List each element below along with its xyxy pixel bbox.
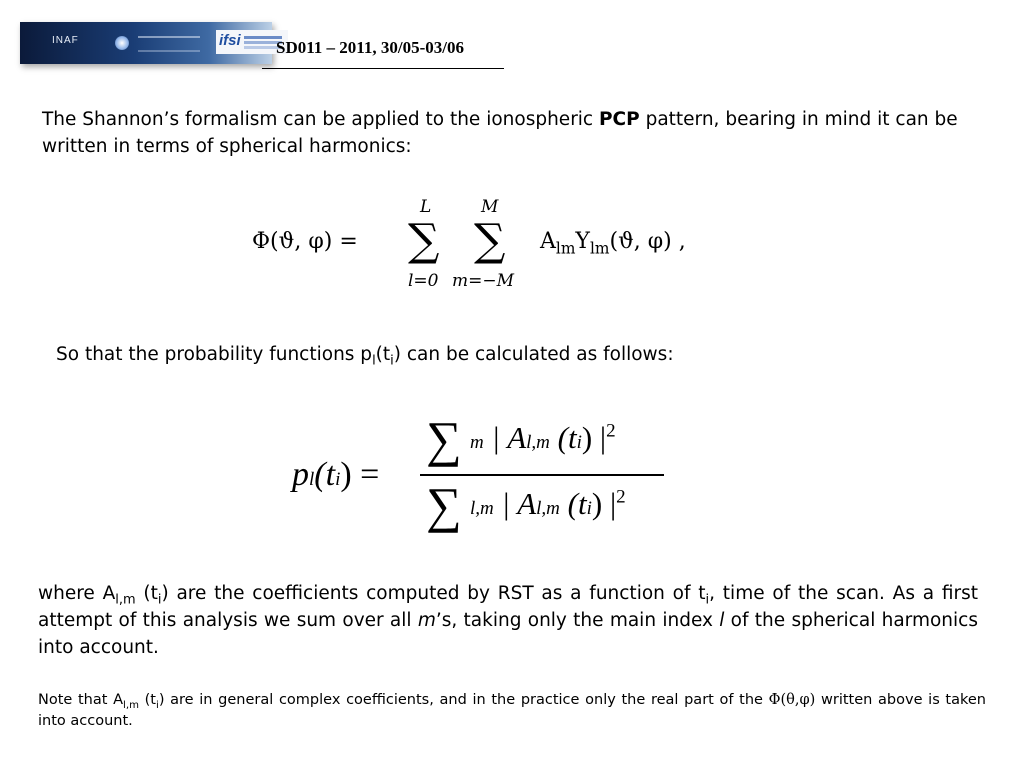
eq2-numerator — [470, 420, 616, 456]
eq1-sum1-lower: l=0 — [408, 271, 439, 291]
eq1-rhs-sub2: lm — [589, 239, 610, 258]
eq2-num-abs-close: ) | — [581, 420, 607, 455]
eq2-den-coef-sub: l,m — [536, 498, 560, 519]
where-sub-1: l,m — [115, 592, 136, 608]
eq2-den-sum-sub: l,m — [470, 498, 494, 519]
prob-text-1: So that the probability functions p — [56, 344, 373, 365]
intro-text-2: pattern, bearing in mind it can be written in terms of spherical harmonics: — [42, 109, 958, 157]
eq2-den-arg: (t — [567, 486, 587, 521]
where-sub-2: i — [157, 592, 162, 608]
eq2-num-sum-sub: m — [470, 432, 484, 453]
eq1-sum1-symbol: ∑ — [408, 215, 440, 266]
prob-text-3: ) can be calculated as follows: — [393, 344, 674, 365]
ifsi-logo-text: ifsi — [219, 32, 241, 49]
where-text-2: (t — [135, 583, 158, 604]
eq2-lhs-p: p — [292, 456, 309, 493]
eq1-rhs-end: (ϑ, φ) , — [609, 229, 686, 254]
equation-probability — [292, 408, 672, 538]
eq2-num-arg: (t — [557, 420, 577, 455]
eq2-denominator-sum-symbol: ∑ — [426, 477, 462, 533]
eq1-sum1-upper: L — [420, 197, 432, 217]
where-italic-l: l — [719, 610, 725, 631]
intro-text-1: The Shannon’s formalism can be applied to the ionospheric — [42, 109, 599, 130]
where-text-5: ’s, taking only the main index — [435, 610, 720, 631]
inaf-star-icon — [115, 36, 129, 50]
eq2-denominator — [470, 486, 626, 522]
note-text-3: ) are in general complex coefficients, and in the practice only the real part of the — [158, 692, 769, 708]
prob-text-2: (t — [375, 344, 391, 365]
note-phi-symbol: Φ(θ,φ) — [768, 692, 816, 708]
where-text-4: , time of the scan. As a first attempt of this analysis we sum over all — [38, 583, 979, 631]
note-text-2: (t — [138, 692, 156, 708]
eq2-den-abs-close: ) | — [591, 486, 617, 521]
eq1-rhs-y: Y — [575, 229, 590, 254]
intro-paragraph — [42, 106, 992, 160]
eq2-lhs — [292, 456, 379, 494]
where-text-6: of the spherical harmonics into account. — [38, 610, 978, 658]
note-text-4: written above is taken into account. — [38, 692, 986, 729]
eq1-rhs-a: A — [540, 229, 556, 254]
intro-bold-pcp: PCP — [599, 109, 640, 130]
eq2-den-arg-sub: i — [586, 498, 592, 519]
prob-sub-l: l — [372, 353, 376, 369]
prob-sub-i: i — [390, 353, 394, 369]
note-sub-1: l,m — [123, 699, 139, 711]
note-sub-2: i — [155, 699, 159, 711]
where-text-1: where A — [38, 583, 116, 604]
eq1-sum2-lower: m=−M — [452, 271, 515, 291]
where-italic-m: m — [417, 610, 436, 631]
note-paragraph — [38, 690, 986, 732]
eq2-den-abs-open: | A — [501, 486, 537, 521]
note-text-1: Note that A — [38, 692, 124, 708]
eq1-sum2-symbol: ∑ — [474, 215, 506, 266]
header-logo-banner — [20, 22, 272, 64]
header-divider — [262, 68, 504, 69]
eq2-num-abs-open: | A — [491, 420, 527, 455]
inaf-logo-text: INAF — [52, 35, 79, 46]
inaf-subtitle-lines — [138, 36, 200, 52]
eq2-num-arg-sub: i — [576, 432, 582, 453]
eq1-rhs — [540, 229, 686, 258]
where-paragraph — [38, 580, 978, 661]
eq2-num-coef-sub: l,m — [526, 432, 550, 453]
equation-spherical-harmonics — [248, 195, 768, 295]
eq1-rhs-sub1: lm — [555, 239, 576, 258]
eq2-lhs-t: (t — [314, 456, 336, 493]
eq1-sum2-upper: M — [481, 197, 499, 217]
where-text-3: ) are the coefficients computed by RST as a function of t — [161, 583, 706, 604]
eq1-lhs: Φ(ϑ, φ) = — [252, 229, 358, 254]
header-code: SD011 – 2011, 30/05-03/06 — [276, 38, 464, 57]
probability-paragraph — [56, 341, 956, 368]
where-sub-3: i — [705, 592, 710, 608]
eq2-lhs-sub: l — [309, 469, 315, 490]
eq2-lhs-end: ) = — [340, 456, 380, 493]
eq2-numerator-sum-symbol: ∑ — [426, 411, 462, 467]
eq2-lhs-t-sub: i — [335, 469, 341, 490]
eq2-den-power: 2 — [616, 486, 626, 508]
eq2-num-power: 2 — [606, 420, 616, 442]
eq2-fraction-bar — [420, 474, 664, 476]
